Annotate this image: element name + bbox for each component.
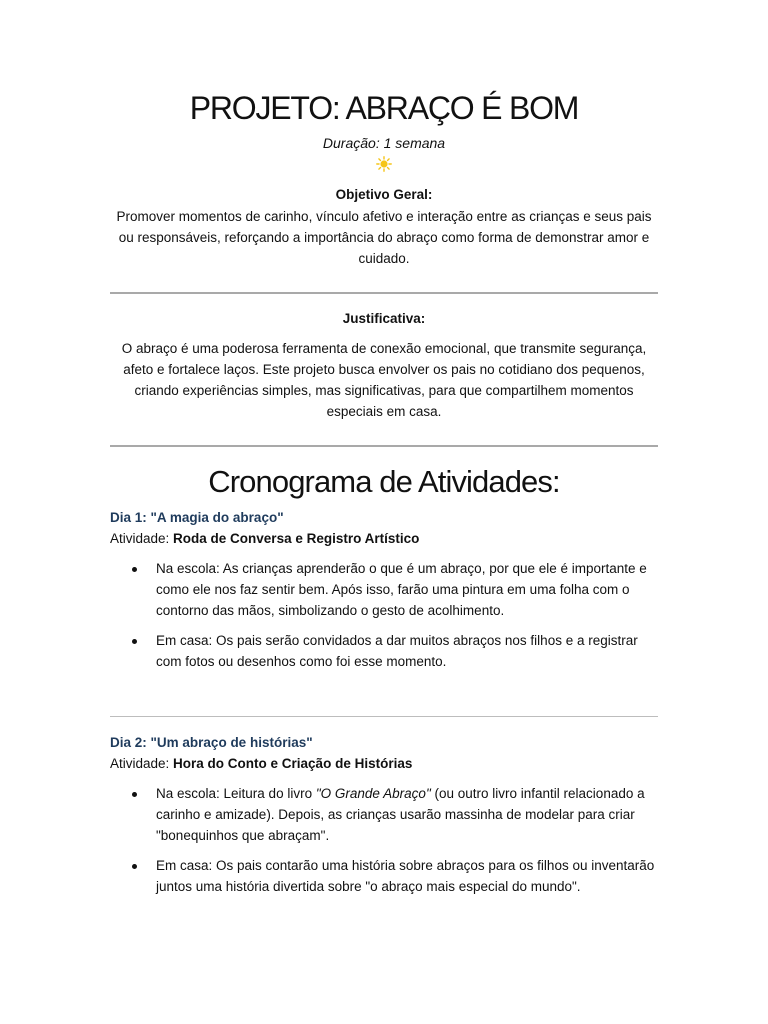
- duration-text: Duração: 1 semana: [322, 135, 446, 151]
- list-item: [110, 630, 658, 672]
- day-1-section: [110, 507, 658, 672]
- day-1-list: [110, 558, 658, 672]
- school-activity-text: [156, 786, 645, 843]
- school-activity-text: Na escola: As crianças aprenderão o que é um abraço, por que ele é importante e como ele nos faz sentir bem. Após isso, farão uma pintura em uma folha com o contorno das mãos, simbolizando o gesto de acolhimento.: [156, 561, 647, 618]
- bullet-icon: [132, 864, 137, 869]
- activity-name: Roda de Conversa e Registro Artístico: [173, 531, 420, 546]
- section-divider: [110, 292, 658, 294]
- home-activity-text: Em casa: Os pais contarão uma história sobre abraços para os filhos ou inventarão juntos uma história divertida sobre "o abraço mais especial do mundo".: [156, 858, 655, 894]
- day-1-title: Dia 1: "A magia do abraço": [110, 510, 284, 525]
- day-2-section: [110, 732, 658, 897]
- home-activity-text: Em casa: Os pais serão convidados a dar muitos abraços nos filhos e a registrar com fotos ou desenhos como foi esse momento.: [156, 633, 638, 669]
- bullet-icon: [132, 567, 137, 572]
- day-1-activity: [110, 528, 658, 549]
- day-2-title: Dia 2: "Um abraço de histórias": [110, 735, 313, 750]
- bullet-icon: [132, 639, 137, 644]
- project-title: PROJETO: ABRAÇO É BOM: [189, 90, 579, 126]
- justification-text: O abraço é uma poderosa ferramenta de conexão emocional, que transmite segurança, afeto e fortalece laços. Este projeto busca envolver os pais no cotidiano dos pequenos, criando experiências simples, mas significativas, para que compartilhem momentos especiais em casa.: [121, 341, 647, 419]
- day-2-list: [110, 783, 658, 897]
- activity-name: Hora do Conto e Criação de Histórias: [173, 756, 413, 771]
- section-divider: [110, 445, 658, 447]
- objective-heading: Objetivo Geral:: [335, 187, 433, 202]
- schedule-title: Cronograma de Atividades:: [208, 464, 560, 499]
- sun-icon: [376, 156, 392, 172]
- activity-label: Atividade:: [110, 531, 174, 546]
- list-item: [110, 783, 658, 846]
- activity-label: Atividade:: [110, 756, 174, 771]
- objective-text: Promover momentos de carinho, vínculo afetivo e interação entre as crianças e seus pais ou responsáveis, reforçando a importância do abraço como forma de demonstrar amor e cuidado.: [116, 209, 652, 266]
- school-text-end: (ou outro livro infantil relacionado a carinho e amizade). Depois, as crianças usarão massinha de modelar para criar "bonequinhos que abraçam".: [156, 786, 645, 843]
- bullet-icon: [132, 792, 137, 797]
- book-title: "O Grande Abraço": [315, 786, 431, 801]
- list-item: [110, 558, 658, 621]
- school-text-start: Na escola: Leitura do livro: [156, 786, 316, 801]
- list-item: [110, 855, 658, 897]
- justification-heading: Justificativa:: [342, 311, 426, 326]
- section-divider: [110, 716, 658, 717]
- day-2-activity: [110, 753, 658, 774]
